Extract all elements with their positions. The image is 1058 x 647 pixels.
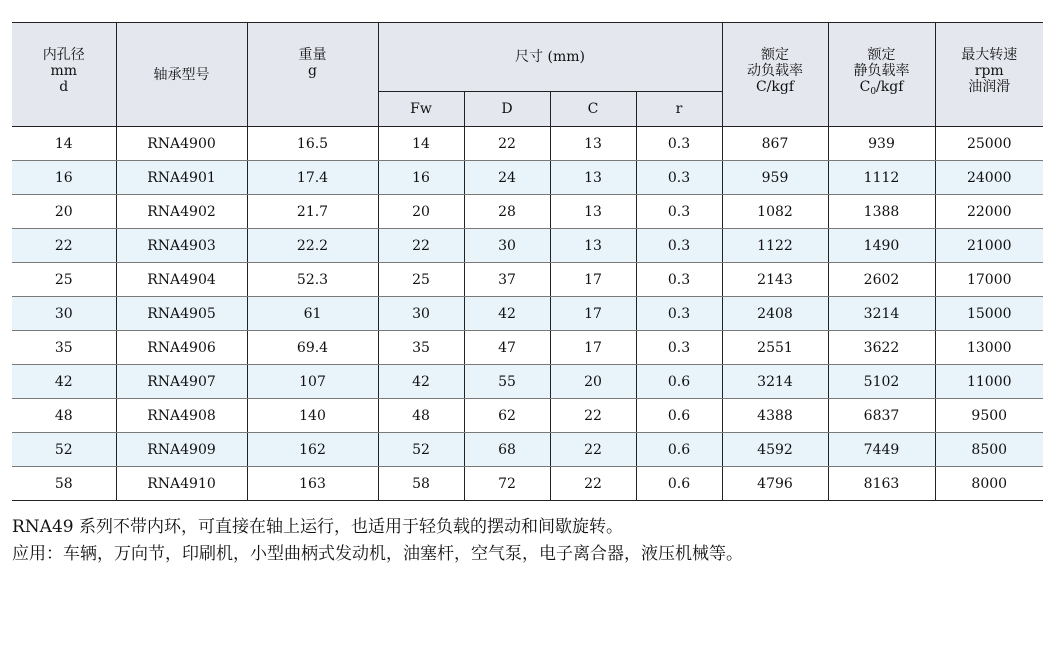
- cell-bore: 58: [12, 467, 116, 501]
- table-row: [12, 433, 1043, 467]
- header-static-load-unit: /kgf: [876, 79, 904, 95]
- cell-r: 0.6: [636, 399, 722, 433]
- cell-fw: 52: [378, 433, 464, 467]
- cell-weight: 16.5: [247, 127, 378, 161]
- header-model: 轴承型号: [116, 23, 247, 127]
- cell-d: 68: [464, 433, 550, 467]
- header-static-load-line-2: 静负载率: [853, 63, 910, 79]
- header-static-load-line-3: [829, 79, 935, 100]
- cell-d: 24: [464, 161, 550, 195]
- cell-fw: 58: [378, 467, 464, 501]
- cell-dynamic-load: 1122: [722, 229, 828, 263]
- note-line-2: 应用：车辆，万向节，印刷机，小型曲柄式发动机，油塞杆，空气泵，电子离合器，液压机械等。: [12, 544, 743, 564]
- cell-bore: 42: [12, 365, 116, 399]
- cell-static-load: 1388: [828, 195, 935, 229]
- cell-c: 13: [550, 161, 636, 195]
- cell-bore: 25: [12, 263, 116, 297]
- cell-c: 17: [550, 297, 636, 331]
- cell-model: RNA4905: [116, 297, 247, 331]
- cell-bore: 48: [12, 399, 116, 433]
- cell-weight: 61: [247, 297, 378, 331]
- cell-c: 13: [550, 229, 636, 263]
- cell-weight: 140: [247, 399, 378, 433]
- cell-c: 22: [550, 399, 636, 433]
- cell-d: 37: [464, 263, 550, 297]
- cell-static-load: 3214: [828, 297, 935, 331]
- cell-dynamic-load: 2143: [722, 263, 828, 297]
- table-row: [12, 297, 1043, 331]
- cell-max-speed: 13000: [935, 331, 1043, 365]
- cell-c: 22: [550, 467, 636, 501]
- cell-static-load: 3622: [828, 331, 935, 365]
- cell-fw: 22: [378, 229, 464, 263]
- cell-r: 0.6: [636, 365, 722, 399]
- cell-bore: 52: [12, 433, 116, 467]
- table-row: [12, 263, 1043, 297]
- cell-fw: 25: [378, 263, 464, 297]
- header-dim-d: D: [464, 92, 550, 127]
- table-row: [12, 127, 1043, 161]
- cell-r: 0.3: [636, 331, 722, 365]
- cell-bore: 16: [12, 161, 116, 195]
- header-weight: [247, 23, 378, 127]
- cell-r: 0.6: [636, 467, 722, 501]
- header-weight-line-1: 重量: [298, 47, 327, 63]
- header-max-speed-line-3: 油润滑: [968, 79, 1011, 95]
- header-static-load-symbol: C: [859, 79, 871, 95]
- header-dynamic-load-line-3: C/kgf: [755, 79, 795, 95]
- note-line-1: RNA49 系列不带内环，可直接在轴上运行，也适用于轻负载的摆动和间歇旋转。: [12, 517, 623, 537]
- cell-weight: 107: [247, 365, 378, 399]
- table-header: [12, 23, 1043, 127]
- cell-dynamic-load: 2551: [722, 331, 828, 365]
- header-bore-line-1: 内孔径: [42, 47, 85, 63]
- cell-static-load: 1112: [828, 161, 935, 195]
- cell-d: 30: [464, 229, 550, 263]
- cell-bore: 20: [12, 195, 116, 229]
- cell-model: RNA4909: [116, 433, 247, 467]
- cell-fw: 48: [378, 399, 464, 433]
- cell-dynamic-load: 1082: [722, 195, 828, 229]
- cell-bore: 35: [12, 331, 116, 365]
- bearing-spec-table: [12, 22, 1043, 501]
- cell-static-load: 1490: [828, 229, 935, 263]
- cell-bore: 22: [12, 229, 116, 263]
- cell-r: 0.3: [636, 195, 722, 229]
- cell-static-load: 6837: [828, 399, 935, 433]
- header-bore-line-2: mm: [50, 63, 78, 79]
- cell-model: RNA4906: [116, 331, 247, 365]
- cell-model: RNA4910: [116, 467, 247, 501]
- table-row: [12, 365, 1043, 399]
- table-row: [12, 161, 1043, 195]
- header-static-load-line-1: 额定: [867, 47, 896, 63]
- table-row: [12, 467, 1043, 501]
- header-bore: [12, 23, 116, 127]
- cell-model: RNA4903: [116, 229, 247, 263]
- cell-bore: 14: [12, 127, 116, 161]
- cell-model: RNA4907: [116, 365, 247, 399]
- table-row: [12, 399, 1043, 433]
- cell-weight: 52.3: [247, 263, 378, 297]
- header-max-speed-line-2: rpm: [974, 63, 1004, 79]
- header-bore-line-3: d: [59, 79, 69, 95]
- header-max-speed-line-1: 最大转速: [961, 47, 1018, 63]
- cell-weight: 69.4: [247, 331, 378, 365]
- cell-static-load: 5102: [828, 365, 935, 399]
- cell-r: 0.3: [636, 127, 722, 161]
- cell-r: 0.6: [636, 433, 722, 467]
- cell-max-speed: 22000: [935, 195, 1043, 229]
- header-weight-line-2: g: [308, 63, 317, 79]
- cell-weight: 163: [247, 467, 378, 501]
- cell-dynamic-load: 4592: [722, 433, 828, 467]
- header-max-speed: [935, 23, 1043, 127]
- cell-dynamic-load: 867: [722, 127, 828, 161]
- cell-dynamic-load: 4388: [722, 399, 828, 433]
- header-dim-fw: Fw: [378, 92, 464, 127]
- cell-r: 0.3: [636, 263, 722, 297]
- cell-fw: 20: [378, 195, 464, 229]
- cell-weight: 21.7: [247, 195, 378, 229]
- cell-r: 0.3: [636, 297, 722, 331]
- cell-static-load: 7449: [828, 433, 935, 467]
- cell-c: 13: [550, 127, 636, 161]
- cell-fw: 35: [378, 331, 464, 365]
- cell-static-load: 939: [828, 127, 935, 161]
- cell-weight: 22.2: [247, 229, 378, 263]
- cell-fw: 30: [378, 297, 464, 331]
- cell-d: 55: [464, 365, 550, 399]
- cell-static-load: 2602: [828, 263, 935, 297]
- table-body: [12, 127, 1043, 501]
- cell-c: 17: [550, 263, 636, 297]
- header-dim-r: r: [636, 92, 722, 127]
- cell-model: RNA4902: [116, 195, 247, 229]
- cell-d: 72: [464, 467, 550, 501]
- cell-model: RNA4908: [116, 399, 247, 433]
- spec-sheet: [12, 22, 1043, 501]
- cell-dynamic-load: 4796: [722, 467, 828, 501]
- cell-max-speed: 17000: [935, 263, 1043, 297]
- header-static-load: [828, 23, 935, 127]
- cell-d: 62: [464, 399, 550, 433]
- cell-fw: 14: [378, 127, 464, 161]
- notes: [12, 514, 1043, 568]
- cell-max-speed: 11000: [935, 365, 1043, 399]
- cell-max-speed: 8000: [935, 467, 1043, 501]
- cell-model: RNA4904: [116, 263, 247, 297]
- cell-r: 0.3: [636, 229, 722, 263]
- header-dynamic-load: [722, 23, 828, 127]
- cell-d: 22: [464, 127, 550, 161]
- cell-fw: 16: [378, 161, 464, 195]
- cell-max-speed: 21000: [935, 229, 1043, 263]
- cell-c: 20: [550, 365, 636, 399]
- cell-d: 47: [464, 331, 550, 365]
- header-static-load-subscript: 0: [870, 87, 877, 97]
- cell-dynamic-load: 2408: [722, 297, 828, 331]
- header-dim-c: C: [550, 92, 636, 127]
- cell-d: 28: [464, 195, 550, 229]
- cell-model: RNA4900: [116, 127, 247, 161]
- cell-max-speed: 9500: [935, 399, 1043, 433]
- cell-dynamic-load: 3214: [722, 365, 828, 399]
- cell-model: RNA4901: [116, 161, 247, 195]
- header-dynamic-load-line-2: 动负载率: [747, 63, 803, 79]
- table-row: [12, 229, 1043, 263]
- cell-fw: 42: [378, 365, 464, 399]
- table-row: [12, 195, 1043, 229]
- cell-max-speed: 8500: [935, 433, 1043, 467]
- header-dynamic-load-line-1: 额定: [761, 47, 789, 63]
- cell-max-speed: 25000: [935, 127, 1043, 161]
- cell-weight: 162: [247, 433, 378, 467]
- cell-bore: 30: [12, 297, 116, 331]
- cell-c: 22: [550, 433, 636, 467]
- cell-c: 13: [550, 195, 636, 229]
- cell-r: 0.3: [636, 161, 722, 195]
- cell-max-speed: 15000: [935, 297, 1043, 331]
- cell-static-load: 8163: [828, 467, 935, 501]
- cell-max-speed: 24000: [935, 161, 1043, 195]
- cell-d: 42: [464, 297, 550, 331]
- header-dimensions-group: 尺寸 (mm): [378, 23, 722, 92]
- cell-c: 17: [550, 331, 636, 365]
- cell-weight: 17.4: [247, 161, 378, 195]
- table-row: [12, 331, 1043, 365]
- cell-dynamic-load: 959: [722, 161, 828, 195]
